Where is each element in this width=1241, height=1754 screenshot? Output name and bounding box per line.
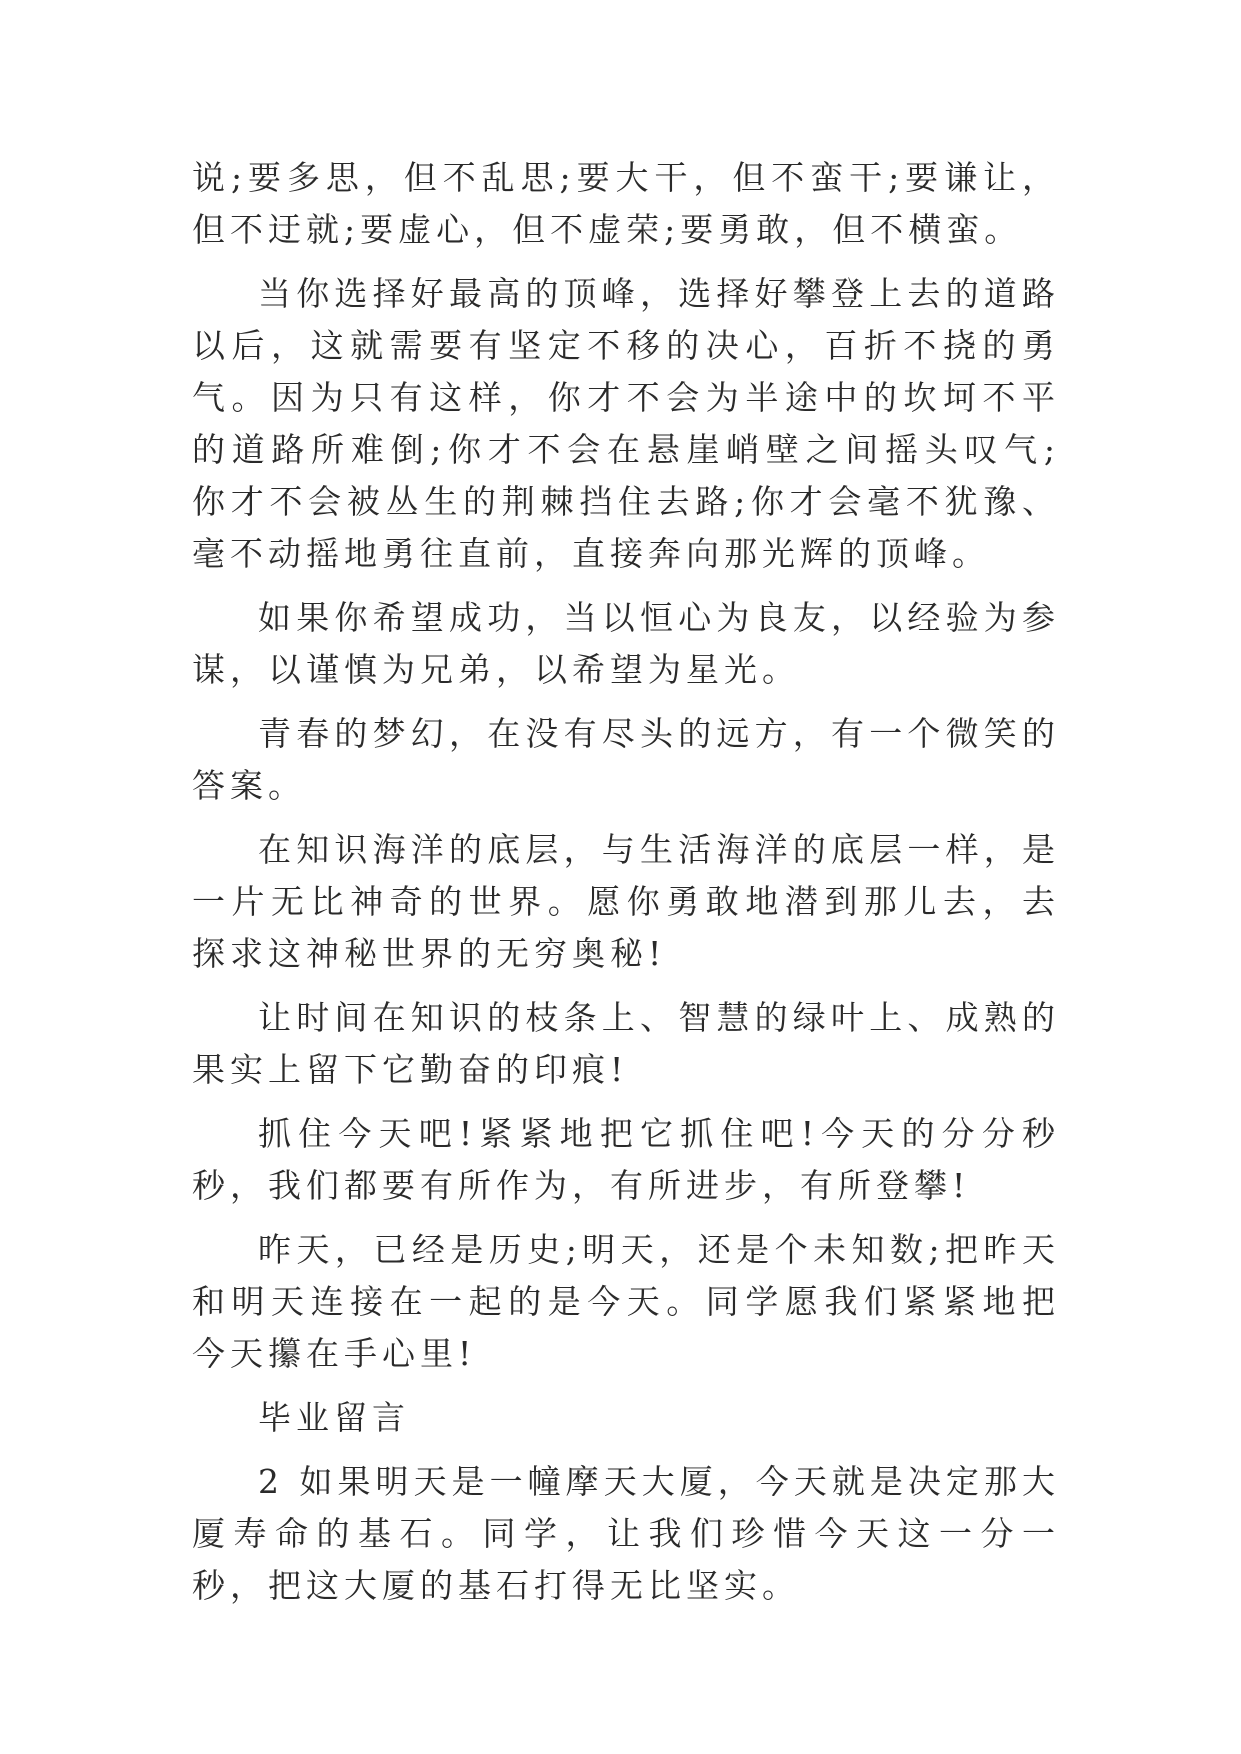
paragraph: 抓住今天吧!紧紧地把它抓住吧!今天的分分秒秒，我们都要有所作为，有所进步，有所登攀! bbox=[192, 1114, 1060, 1205]
paragraph: 让时间在知识的枝条上、智慧的绿叶上、成熟的果实上留下它勤奋的印痕! bbox=[192, 998, 1060, 1089]
paragraph: 如果你希望成功，当以恒心为良友，以经验为参谋，以谨慎为兄弟，以希望为星光。 bbox=[192, 598, 1060, 689]
paragraph: 昨天，已经是历史;明天，还是个未知数;把昨天和明天连接在一起的是今天。同学愿我们紧紧地把今天攥在手心里! bbox=[192, 1230, 1060, 1373]
paragraph: 青春的梦幻，在没有尽头的远方，有一个微笑的答案。 bbox=[192, 714, 1060, 805]
paragraph: 2 如果明天是一幢摩天大厦，今天就是决定那大厦寿命的基石。同学，让我们珍惜今天这一分一秒，把这大厦的基石打得无比坚实。 bbox=[192, 1462, 1060, 1605]
document-body bbox=[192, 152, 1060, 1624]
paragraph: 在知识海洋的底层，与生活海洋的底层一样，是一片无比神奇的世界。愿你勇敢地潜到那儿去，去探求这神秘世界的无穷奥秘! bbox=[192, 830, 1060, 973]
paragraph: 说;要多思，但不乱思;要大干，但不蛮干;要谦让，但不迂就;要虚心，但不虚荣;要勇敢，但不横蛮。 bbox=[192, 158, 1060, 249]
paragraph: 当你选择好最高的顶峰，选择好攀登上去的道路以后，这就需要有坚定不移的决心，百折不挠的勇气。因为只有这样，你才不会为半途中的坎坷不平的道路所难倒;你才不会在悬崖峭壁之间摇头叹气;你才不会被丛生的荆棘挡住去路;你才会毫不犹豫、毫不动摇地勇往直前，直接奔向那光辉的顶峰。 bbox=[192, 274, 1060, 573]
section-heading: 毕业留言 bbox=[258, 1398, 410, 1437]
